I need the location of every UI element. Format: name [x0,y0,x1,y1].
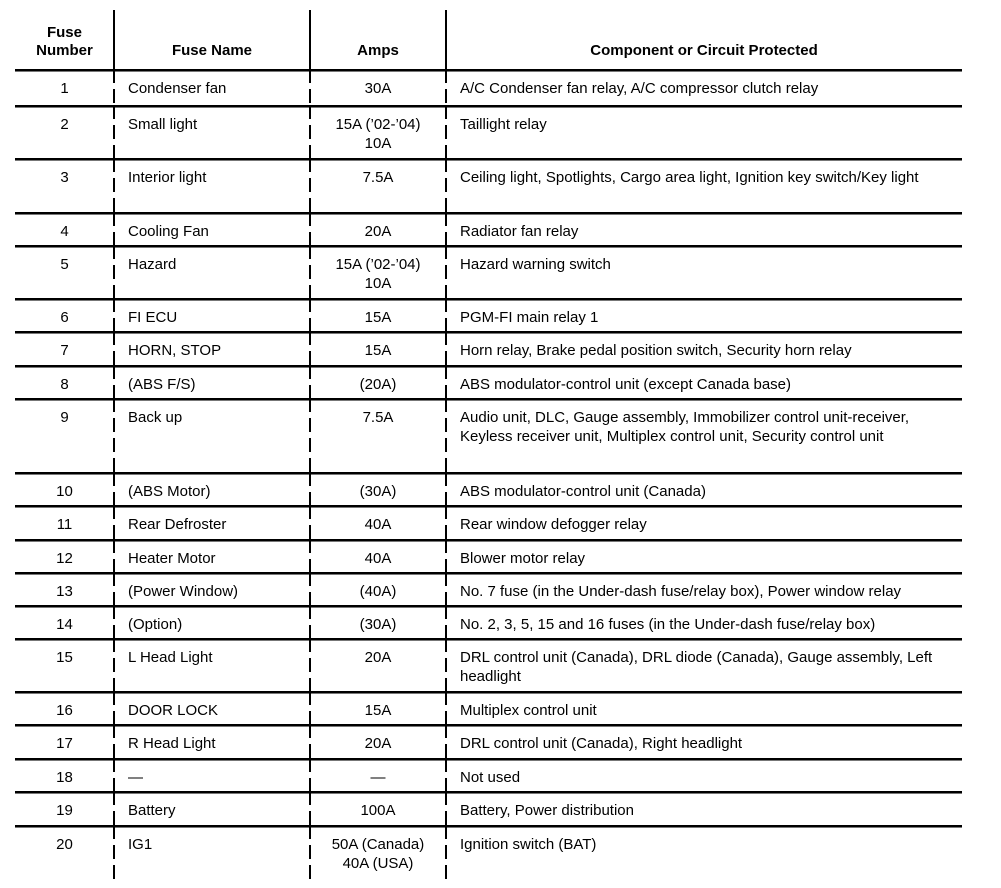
amps-cell [310,542,446,572]
header-fuse-number-line2: Number [36,42,93,59]
column-divider [309,758,311,791]
amps-value: 30A [364,80,392,97]
column-divider [113,245,115,298]
fuse-number-cell: 11 [56,516,73,533]
amps-cell [310,301,446,331]
column-divider [113,298,115,331]
amps-cell [310,72,446,105]
column-divider [309,572,311,605]
table-row [15,727,962,758]
column-divider [309,245,311,298]
amps-value: 7.5A [362,409,394,426]
amps-value: (30A) [359,483,397,500]
header-fuse-number [15,10,114,69]
fuse-name-cell: (ABS F/S) [128,376,196,393]
table-row [15,301,962,331]
component-cell: Battery, Power distribution [460,802,634,819]
component-cell: No. 2, 3, 5, 15 and 16 fuses (in the Under-dash fuse/relay box) [460,616,876,633]
amps-value: (20A) [359,376,397,393]
column-divider [113,69,115,105]
table-row [15,161,962,212]
column-divider [309,298,311,331]
component-cell: Horn relay, Brake pedal position switch, Security horn relay [460,342,852,359]
column-divider [113,539,115,572]
fuse-number-cell: 17 [56,735,73,752]
column-divider [445,539,447,572]
table-row [15,368,962,398]
table-row [15,108,962,158]
component-cell: ABS modulator-control unit (except Canada base) [460,376,792,393]
column-divider [309,331,311,365]
amps-value: 40A [364,550,392,567]
column-divider [445,105,447,158]
header-fuse-name: Fuse Name [171,42,253,59]
component-cell: ABS modulator-control unit (Canada) [460,483,706,500]
fuse-name-cell: Back up [128,409,183,426]
fuse-name-cell: R Head Light [128,735,216,752]
column-divider [445,505,447,539]
component-cell: Rear window defogger relay [460,516,647,533]
amps-cell [310,161,446,212]
amps-cell [310,401,446,472]
fuse-number-cell: 8 [60,376,69,393]
amps-value: 7.5A [362,169,394,186]
fuse-name-cell: HORN, STOP [128,342,222,359]
amps-cell [310,575,446,605]
amps-cell [310,368,446,398]
column-divider [445,10,447,69]
fuse-number-cell: 20 [56,836,73,853]
fuse-name-cell: IG1 [128,836,153,853]
table-row [15,794,962,825]
column-divider [113,724,115,758]
amps-value: (40A) [359,583,397,600]
amps-value: 100A [360,802,396,819]
amps-cell [310,761,446,791]
column-divider [309,69,311,105]
column-divider [113,212,115,245]
fuse-number-cell: 3 [60,169,69,186]
column-divider [309,724,311,758]
column-divider [309,825,311,883]
column-divider [113,825,115,883]
column-divider [309,212,311,245]
fuse-number-cell: 13 [56,583,73,600]
amps-cell [310,248,446,298]
table-row [15,542,962,572]
table-row [15,72,962,105]
amps-cell [310,794,446,825]
fuse-name-cell: FI ECU [128,309,178,326]
component-cell: No. 7 fuse (in the Under-dash fuse/relay box), Power window relay [460,583,902,600]
column-divider [309,158,311,212]
amps-cell [310,334,446,365]
fuse-name-cell: — [128,769,143,786]
column-divider [445,298,447,331]
amps-cell [310,694,446,724]
fuse-number-cell: 16 [56,702,73,719]
component-cell: Taillight relay [460,116,547,133]
column-divider [445,758,447,791]
component-cell: DRL control unit (Canada), DRL diode (Canada), Gauge assembly, Left headlight [460,649,933,685]
column-divider [113,105,115,158]
header-component: Component or Circuit Protected [590,42,818,59]
table-row [15,575,962,605]
amps-cell [310,727,446,758]
component-cell: Ignition switch (BAT) [460,836,597,853]
fuse-number-cell: 15 [56,649,73,666]
fuse-number-cell: 18 [56,769,73,786]
table-row [15,761,962,791]
column-divider [445,572,447,605]
column-divider [309,365,311,398]
component-cell: A/C Condenser fan relay, A/C compressor clutch relay [460,80,819,97]
column-divider [113,10,115,69]
amps-cell [310,508,446,539]
amps-cell [310,475,446,505]
column-divider [309,539,311,572]
amps-value: 15A [364,309,392,326]
fuse-name-cell: Heater Motor [128,550,216,567]
amps-value: 15A (’02-’04) [335,116,421,133]
fuse-number-cell: 19 [56,802,73,819]
fuse-number-cell: 14 [56,616,73,633]
amps-cell [310,215,446,245]
fuse-number-cell: 7 [60,342,69,359]
table-row [15,508,962,539]
component-cell: PGM-FI main relay 1 [460,309,599,326]
table-row [15,248,962,298]
column-divider [113,691,115,724]
column-divider [309,398,311,472]
column-divider [113,605,115,638]
fuse-name-cell: (ABS Motor) [128,483,211,500]
column-divider [445,605,447,638]
column-divider [445,472,447,505]
table-row [15,475,962,505]
column-divider [445,245,447,298]
column-divider [445,398,447,472]
amps-cell [310,608,446,638]
component-cell: Audio unit, DLC, Gauge assembly, Immobilizer control unit-receiver, Keyless receiver unit, Multiplex control unit, Security control unit [460,409,910,445]
fuse-name-cell: Rear Defroster [128,516,227,533]
amps-value: 40A [364,516,392,533]
fuse-name-cell: DOOR LOCK [128,702,219,719]
amps-value: 15A [364,342,392,359]
column-divider [309,472,311,505]
amps-value: 10A [364,135,392,152]
column-divider [309,505,311,539]
amps-value: 15A [364,702,392,719]
amps-value: 20A [364,223,392,240]
column-divider [445,69,447,105]
amps-value: 10A [364,275,392,292]
header-amps: Amps [357,42,399,59]
component-cell: DRL control unit (Canada), Right headlight [460,735,743,752]
amps-value: 40A (USA) [342,855,414,872]
fuse-name-cell: Hazard [128,256,177,273]
fuse-number-cell: 6 [60,309,69,326]
fuse-number-cell: 5 [60,256,69,273]
fuse-number-cell: 2 [60,116,69,133]
fuse-name-cell: Cooling Fan [128,223,209,240]
column-divider [113,365,115,398]
fuse-number-cell: 1 [60,80,69,97]
fuse-number-cell: 4 [60,223,69,240]
column-divider [445,825,447,883]
column-divider [445,331,447,365]
table-row [15,401,962,472]
table-row [15,828,962,883]
table-row [15,608,962,638]
fuse-name-cell: Small light [128,116,198,133]
component-cell: Not used [460,769,521,786]
component-cell: Radiator fan relay [460,223,579,240]
column-divider [309,691,311,724]
column-divider [113,758,115,791]
column-divider [113,638,115,691]
component-cell: Multiplex control unit [460,702,597,719]
column-divider [113,158,115,212]
column-divider [113,505,115,539]
amps-cell [310,641,446,691]
fuse-table [15,10,962,883]
component-cell: Ceiling light, Spotlights, Cargo area light, Ignition key switch/Key light [460,169,919,186]
table-row [15,334,962,365]
column-divider [309,638,311,691]
component-cell: Blower motor relay [460,550,586,567]
column-divider [445,724,447,758]
amps-value: 20A [364,735,392,752]
amps-value: 50A (Canada) [331,836,425,853]
column-divider [113,398,115,472]
fuse-number-cell: 10 [56,483,73,500]
amps-value: — [370,769,386,786]
fuse-name-cell: Battery [128,802,176,819]
amps-cell [310,828,446,883]
column-divider [113,472,115,505]
column-divider [445,158,447,212]
amps-value: 20A [364,649,392,666]
column-divider [445,212,447,245]
column-divider [445,638,447,691]
column-divider [113,791,115,825]
column-divider [113,331,115,365]
fuse-number-cell: 9 [60,409,69,426]
header-fuse-number-line1: Fuse [46,24,82,41]
table-row [15,641,962,691]
fuse-name-cell: Condenser fan [128,80,227,97]
amps-value: (30A) [359,616,397,633]
fuse-number-cell: 12 [56,550,73,567]
fuse-name-cell: Interior light [128,169,207,186]
component-cell: Hazard warning switch [460,256,611,273]
amps-value: 15A (’02-’04) [335,256,421,273]
column-divider [445,791,447,825]
amps-cell [310,108,446,158]
column-divider [445,365,447,398]
fuse-name-cell: (Option) [128,616,183,633]
fuse-name-cell: (Power Window) [128,583,239,600]
table-row [15,694,962,724]
column-divider [309,10,311,69]
fuse-name-cell: L Head Light [128,649,213,666]
column-divider [309,791,311,825]
table-header [15,10,962,69]
column-divider [445,691,447,724]
column-divider [309,105,311,158]
table-row [15,215,962,245]
table-body [15,69,962,883]
column-divider [113,572,115,605]
column-divider [309,605,311,638]
